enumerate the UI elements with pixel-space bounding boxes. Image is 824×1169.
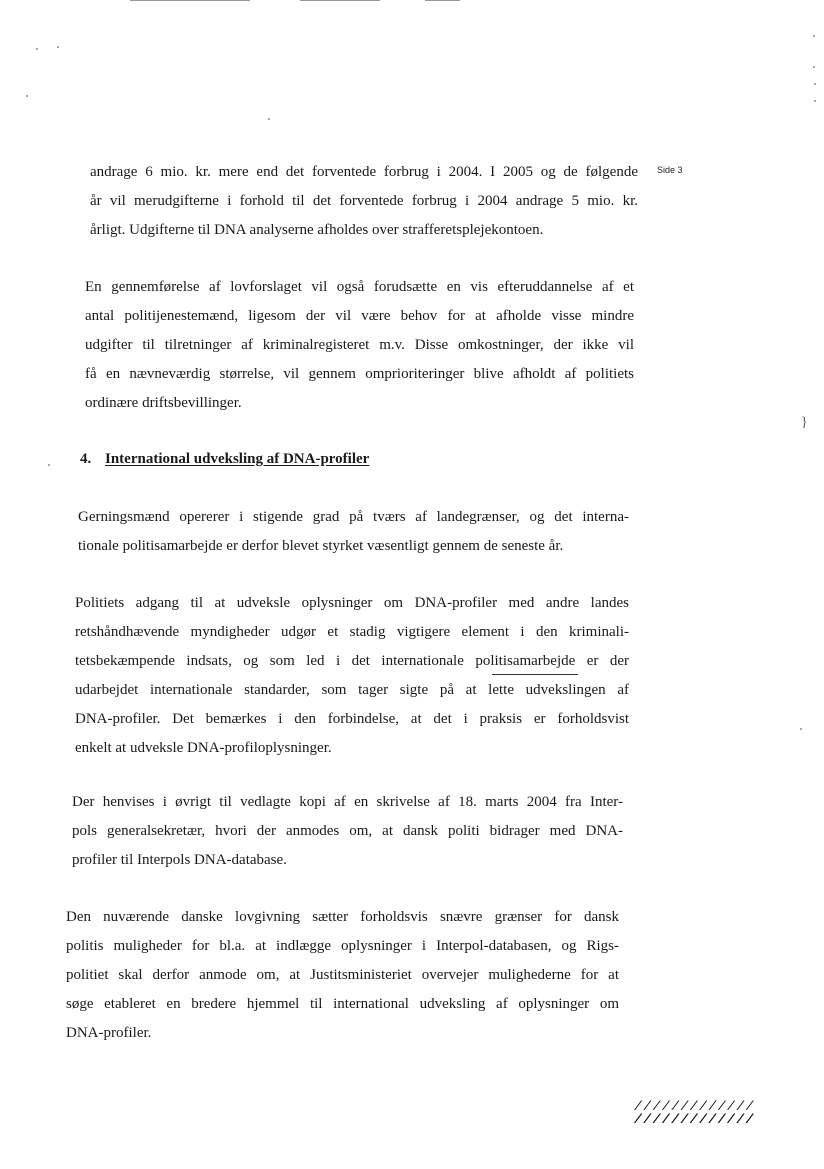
paragraph-line: En gennemførelse af lovforslaget vil også forudsætte en vis efteruddannelse af et [85,279,634,295]
paragraph-legislation [66,903,619,1048]
paragraph-line: Politiets adgang til at udveksle oplysninger om DNA-profiler med andre landes [75,595,629,611]
paragraph-line: Gerningsmænd opererer i stigende grad på tværs af landegrænser, og det interna- [78,509,629,525]
handwritten-underline [492,674,578,675]
paragraph-line: DNA-profiler. [66,1025,152,1041]
paragraph-line: andrage 6 mio. kr. mere end det forventede forbrug i 2004. I 2005 og de følgende [90,164,638,180]
paragraph-line: politis muligheder for bl.a. at indlægge oplysninger i Interpol-databasen, og Rigs- [66,938,619,954]
paragraph-line: tetsbekæmpende indsats, og som led i det internationale politisamarbejde er der [75,653,629,669]
paragraph-line: udgifter til tilretninger af kriminalregisteret m.v. Disse omkostninger, der ikke vil [85,337,634,353]
scan-speck [57,46,59,48]
paragraph-line: DNA-profiler. Det bemærkes i den forbindelse, at det i praksis er forholdsvist [75,711,629,727]
section-number: 4. [80,451,92,467]
paragraph-line: enkelt at udveksle DNA-profiloplysninger. [75,740,332,756]
page-number-label: Side 3 [657,165,683,175]
scan-speck [36,48,38,50]
paragraph-line: profiler til Interpols DNA-database. [72,852,287,868]
paragraph-line: ordinære driftsbevillinger. [85,395,242,411]
paragraph-line: søge etableret en bredere hjemmel til international udveksling af oplysninger om [66,996,619,1012]
scan-edge-line [425,0,460,1]
paragraph-cross-border [78,503,629,561]
scan-speck [48,464,50,466]
paragraph-line: få en nævneværdig størrelse, vil gennem omprioriteringer blive afholdt af politiets [85,366,634,382]
paragraph-line: retshåndhævende myndigheder udgør et stadig vigtigere element i den kriminali- [75,624,629,640]
scan-edge-line [130,0,250,1]
paragraph-line: politiet skal derfor anmode om, at Justitsministeriet overvejer mulighederne for at [66,967,619,983]
scan-speck [814,100,816,102]
scan-speck [268,118,270,120]
paragraph-interpol-letter [72,788,623,875]
barcode-row-bottom: ///////////// [634,1112,755,1127]
paragraph-line: Den nuværende danske lovgivning sætter forholdsvis snævre grænser for dansk [66,909,619,925]
scan-speck [813,66,815,68]
scan-speck [26,95,28,97]
document-barcode [634,1100,772,1126]
paragraph-budget [90,158,638,245]
paragraph-line: år vil merudgifterne i forhold til det forventede forbrug i 2004 andrage 5 mio. kr. [90,193,638,209]
paragraph-line: tionale politisamarbejde er derfor blevet styrket væsentligt gennem de seneste år. [78,538,564,554]
section-title: International udveksling af DNA-profiler [105,451,370,467]
paragraph-line: antal politijenestemænd, ligesom der vil være behov for at afholde visse mindre [85,308,634,324]
paragraph-dna-exchange [75,589,629,763]
paragraph-line: årligt. Udgifterne til DNA analyserne afholdes over strafferetsplejekontoen. [90,222,544,238]
margin-bracket-mark: } [801,415,808,430]
scan-speck [800,728,802,730]
paragraph-line: udarbejdet internationale standarder, som tager sigte på at lette udvekslingen af [75,682,629,698]
scan-edge-line [300,0,380,1]
barcode-row-top: ///////////// [634,1099,755,1114]
scan-speck [814,83,816,85]
paragraph-training [85,273,634,418]
paragraph-line: Der henvises i øvrigt til vedlagte kopi af en skrivelse af 18. marts 2004 fra Inter- [72,794,623,810]
scan-speck [813,35,815,37]
section-heading [80,451,369,468]
paragraph-line: pols generalsekretær, hvori der anmodes om, at dansk politi bidrager med DNA- [72,823,623,839]
